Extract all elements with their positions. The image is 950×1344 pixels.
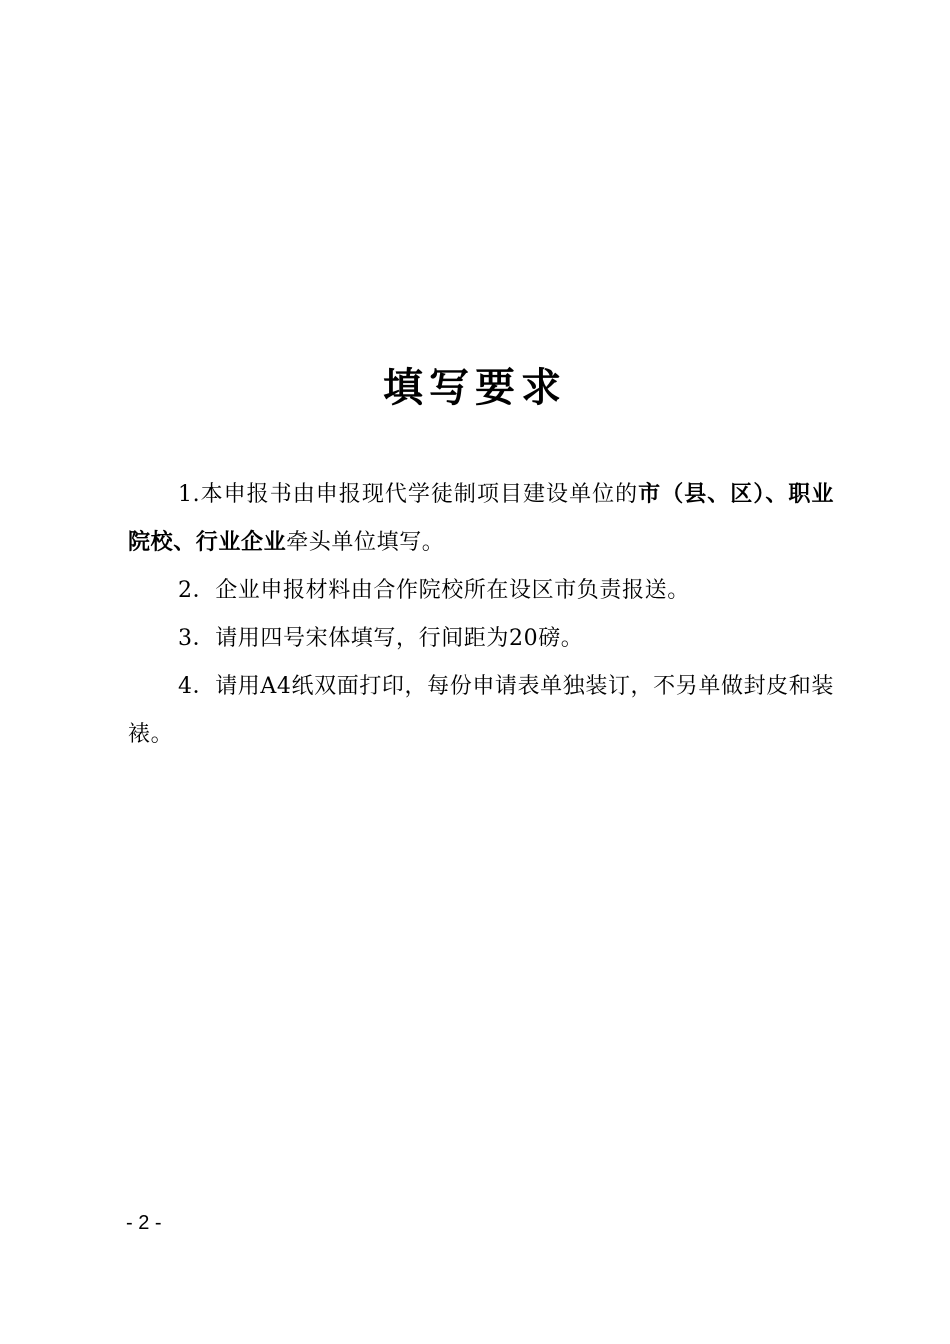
requirement-3-text: 3．请用四号宋体填写，行间距为20磅。 <box>178 626 584 651</box>
requirement-item-1 <box>128 471 834 567</box>
requirement-item-2 <box>128 567 834 615</box>
requirements-list <box>128 471 834 759</box>
requirement-1-text-end: 牵头单位填写。 <box>286 530 445 555</box>
requirement-item-4 <box>128 663 834 759</box>
page-number: - 2 - <box>126 1212 162 1234</box>
document-title: 填写要求 <box>383 365 567 411</box>
requirement-1-text: 1.本申报书由申报现代学徒制项目建设单位的 <box>178 482 639 507</box>
requirement-2-text: 2．企业申报材料由合作院校所在设区市负责报送。 <box>178 578 690 603</box>
requirement-1-bold-text: 市（县、区）、职业院校、行业企业 <box>128 482 835 555</box>
requirement-4-text: 4．请用A4纸双面打印，每份申请表单独装订，不另单做封皮和装裱。 <box>128 674 834 747</box>
requirement-item-3 <box>128 615 834 663</box>
